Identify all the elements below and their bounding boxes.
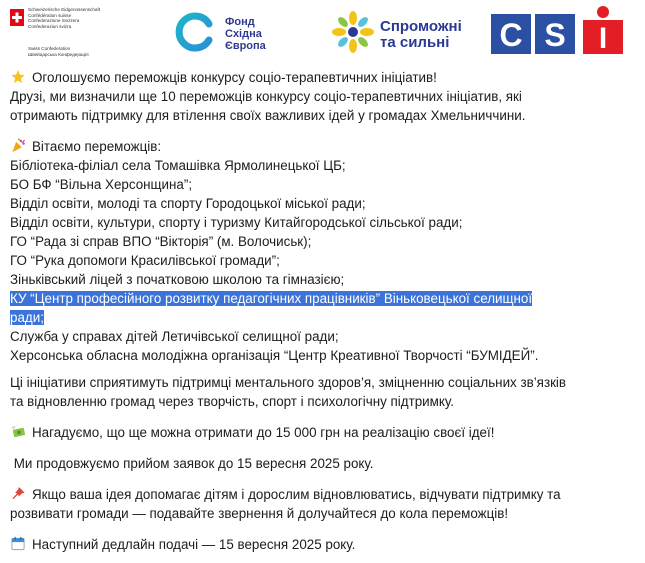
svg-text:I: I [598,22,608,55]
swiss-line: Confederazione Svizzera [28,18,80,24]
calendar-icon [10,536,26,551]
spro-line: та сильні [380,34,450,51]
winner-item: Відділ освіти, молоді та спорту Городоцької міської ради; [10,196,366,211]
swiss-text-block-2 [28,46,89,57]
swiss-line: Swiss Confederation [28,46,71,51]
swiss-flag-icon [10,9,24,26]
intro-line: Друзі, ми визначили ще 10 переможців конкурсу соціо-терапевтичних ініціатив, які [10,89,522,104]
reminder-text: Нагадуємо, що ще можна отримати до 15 000 грн на реалізацію своєї ідеї! [32,425,495,440]
fond-line: Фонд [225,16,255,28]
swiss-line: Швейцарська Конфедерація [28,51,89,57]
fond-logo-mark-icon [173,10,217,54]
impact-line: Ці ініціативи сприятимуть підтримці ментального здоров’я, зміцненню соціальних зв’язків [10,375,567,390]
selected-text[interactable]: КУ “Центр професійного розвитку педагогічних працівників” Віньковецької селищної [10,291,533,306]
svg-text:S: S [544,17,566,53]
cta-paragraph [10,485,635,504]
fond-skhidna-yevropa-logo [173,10,318,56]
winner-item: БО БФ “Вільна Херсонщина”; [10,177,193,192]
csi-logo-text: CSI [491,6,493,7]
spromozhni-flower-icon [330,9,376,55]
impact-line: та відновленню громад через творчість, спорт і психологічну підтримку. [10,394,454,409]
spro-line: Спроможні [380,18,462,35]
announcement-post [10,68,635,554]
headline-paragraph [10,68,635,87]
winner-item: ГО “Рада зі справ ВПО “Вікторія” (м. Волочиськ); [10,234,312,249]
congrats-paragraph [10,137,635,156]
headline-text: Оголошуємо переможців конкурсу соціо-терапевтичних ініціатив! [32,70,437,85]
money-with-wings-icon [10,424,26,439]
cta-text: Якщо ваша ідея допомагає дітям і дорослим відновлюватись, відчувати підтримку та [32,487,561,502]
congrats-text: Вітаємо переможців: [32,139,162,154]
spromozhni-logo-text [380,19,462,51]
deadline-paragraph [10,535,635,554]
winner-item: Зіньківський ліцей з початковою школою та гімназією; [10,272,345,287]
swiss-confederation-logo [10,6,130,58]
swiss-line: Confédération suisse [28,12,72,18]
csi-logo [491,6,631,58]
glowing-star-icon [10,69,26,84]
fond-line: Європа [225,40,266,52]
swiss-text-block [28,7,100,29]
svg-text:C: C [499,17,523,53]
spromozhni-logo [330,9,470,57]
applications-text: Ми продовжуємо прийом заявок до 15 вересня 2025 року. [13,456,374,471]
cta-line: розвивати громади — подавайте звернення й долучайтеся до кола переможців! [10,506,509,521]
winner-item-selected-cont[interactable] [10,308,635,327]
deadline-text: Наступний дедлайн подачі — 15 вересня 2025 року. [32,537,356,552]
party-popper-icon [10,138,26,153]
winner-item: Бібліотека-філіал села Томашівка Ярмолинецької ЦБ; [10,158,346,173]
swiss-line: Confederaziun svizra [28,23,72,29]
fond-line: Східна [225,28,262,40]
applications-paragraph [10,454,635,473]
winner-item: Служба у справах дітей Летичівської селищної ради; [10,329,339,344]
intro-line: отримають підтримку для втілення своїх важливих ідей у громадах Хмельниччини. [10,108,526,123]
winner-item: ГО “Рука допомоги Красилівської громади”; [10,253,280,268]
selected-text[interactable]: ради; [10,310,44,325]
fond-logo-text [225,16,266,52]
winner-item: Відділ освіти, культури, спорту і туризму Китайгородської сільської ради; [10,215,463,230]
swiss-line: Schweizerische Eidgenossenschaft [28,7,101,12]
winner-item: Херсонська обласна молодіжна організація “Центр Креативної Творчості “БУМІДЕЙ”. [10,348,539,363]
reminder-paragraph [10,423,635,442]
pushpin-icon [10,486,26,501]
winner-item-selected[interactable] [10,289,635,308]
partner-logos [0,0,645,62]
